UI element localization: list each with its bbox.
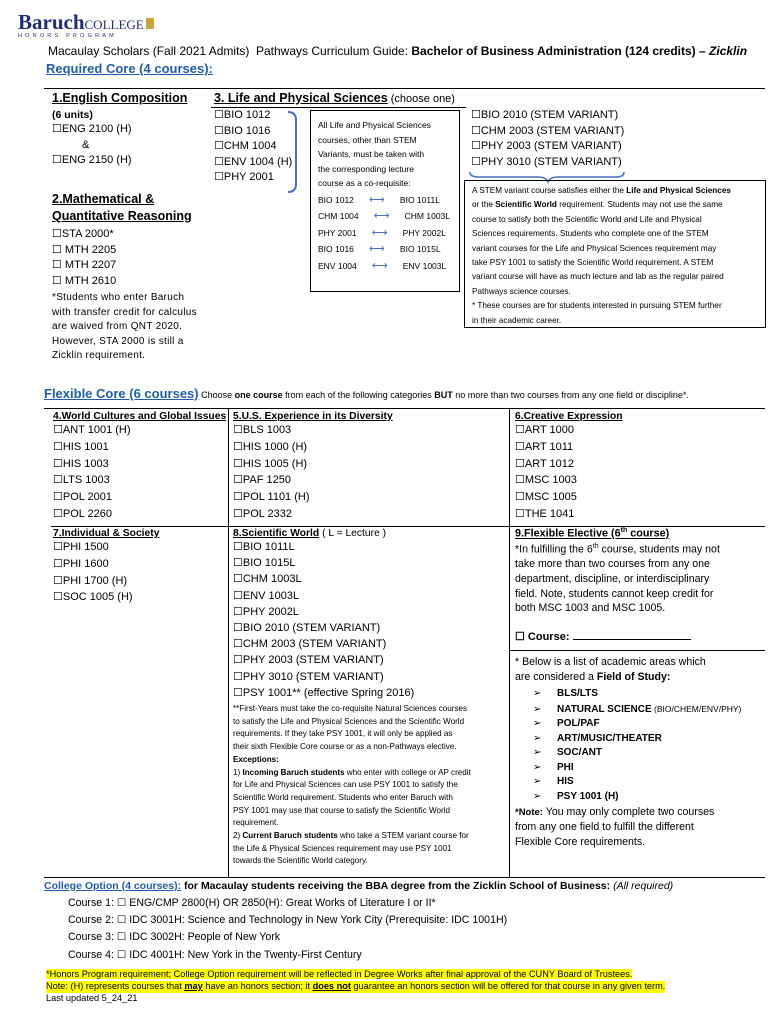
checkbox-env-1004[interactable]: ☐ENV 1004 (H) <box>214 155 293 168</box>
checkbox-phi-1700[interactable]: ☐PHI 1700 (H) <box>53 574 128 587</box>
stem-note-box: A STEM variant course satisfies either the Life and Physical Sciences or the Scientific World requirement. Students may not use the same course to satisfy both the Scientific World and Life and Physical Sciences requirements. Students who complete one of the STEM variant courses for the Life and Physical Sciences requirement may take PSY 1001 to satisfy the Scientific World requirement. A STEM variant course will have as much lecture and lab as the regular paired Pathways science courses. * These courses are for students interested in pursuing STEM further in their academic career. <box>464 180 766 328</box>
guide-title <box>256 44 747 58</box>
baruch-logo <box>18 10 154 39</box>
checkbox-his-1005[interactable]: ☐HIS 1005 (H) <box>233 457 308 470</box>
honors-note: *Honors Program requirement; College Option requirement will be reflected in Degree Works after final approval of the CUNY Board of Trustees. <box>46 969 633 979</box>
checkbox-phi-1600[interactable]: ☐PHI 1600 <box>53 557 109 570</box>
checkbox-bio-1011l[interactable]: ☐BIO 1011L <box>233 541 295 553</box>
choose-one: (choose one) <box>387 93 455 105</box>
checkbox-bio-1012[interactable]: ☐BIO 1012 <box>214 109 271 121</box>
world-cultures-section: 4.World Cultures and Global Issues ☐ANT 1001 (H) ☐HIS 1001 ☐HIS 1003 ☐LTS 1003 ☐POL 2001 ☐POL 2260 <box>53 411 226 523</box>
checkbox-his-1003[interactable]: ☐HIS 1003 <box>53 457 109 470</box>
checkbox-pol-2260[interactable]: ☐POL 2260 <box>53 507 112 520</box>
checkbox-phy-2003[interactable]: ☐PHY 2003 (STEM VARIANT) <box>471 140 622 153</box>
list-item: ➢ PSY 1001 (H) <box>533 790 763 805</box>
fields-section: * Below is a list of academic areas which are considered a Field of Study: ➢ BLS/LTS ➢ NATURAL SCIENCE (BIO/CHEM/ENV/PHY) ➢ POL/PAF ➢ ART/MUSIC/THEATER ➢ SOC/ANT ➢ PHI ➢ HIS ➢ PSY 1001 (H) *Note: You may only complete two courses from any one field to fulfill the different Flexible Core requirements. <box>515 655 763 850</box>
required-core-heading: Required Core (4 courses): <box>46 61 213 76</box>
arrow-bullet-icon: ➢ <box>533 718 542 729</box>
math-title-line2: Quantitative Reasoning <box>52 209 192 223</box>
checkbox-art-1012[interactable]: ☐ART 1012 <box>515 457 574 470</box>
double-arrow-icon: ⟷ <box>371 226 388 239</box>
arrow-bullet-icon: ➢ <box>533 747 542 758</box>
flexible-core-heading: Flexible Core (6 courses) Choose one course from each of the following categories BUT no more than two courses from any one field or discipline*. <box>44 386 689 401</box>
checkbox-bio-2010-sw[interactable]: ☐BIO 2010 (STEM VARIANT) <box>233 622 381 635</box>
checkbox-paf-1250[interactable]: ☐PAF 1250 <box>233 474 291 487</box>
checkbox-lts-1003[interactable]: ☐LTS 1003 <box>53 474 110 487</box>
h-note: Note: (H) represents courses that may have an honors section; it does not guarantee an honors section will be offered for that course in any given term. <box>46 980 666 991</box>
checkbox-mth-2207[interactable]: ☐ MTH 2207 <box>52 259 117 272</box>
life-sciences-title: 3. Life and Physical Sciences (choose one) <box>214 91 455 105</box>
checkbox-college-course-2[interactable]: Course 2: ☐ IDC 3001H: Science and Technology in New York City (Prerequisite: IDC 1001H) <box>68 914 508 927</box>
checkbox-psy-1001[interactable]: ☐PSY 1001** (effective Spring 2016) <box>233 686 415 699</box>
checkbox-pol-1101[interactable]: ☐POL 1101 (H) <box>233 491 310 504</box>
checkbox-bio-1015l[interactable]: ☐BIO 1015L <box>233 557 296 570</box>
checkbox-bls-1003[interactable]: ☐BLS 1003 <box>233 424 292 436</box>
math-section <box>52 191 197 364</box>
checkbox-college-course-3[interactable]: Course 3: ☐ IDC 3002H: People of New York <box>68 931 281 944</box>
life-sciences-courses <box>214 108 292 186</box>
footer-notes <box>46 969 665 1004</box>
bracket-icon <box>286 110 304 194</box>
english-units: (6 units) <box>52 109 93 121</box>
checkbox-eng-2100[interactable]: ☐ENG 2100 (H) <box>52 123 132 135</box>
coreq-box: All Life and Physical Sciences courses, other than STEM Variants, must be taken with the corresponding lecture course as a co-requisite: BIO 1012 ⟷ BIO 1011L CHM 1004 ⟷ CHM 1003L PHY 2001 ⟷ PHY 2002L BIO 1016 ⟷ BIO 1015L ENV 1004 ⟷ ENV 1003L <box>310 110 460 292</box>
checkbox-the-1041[interactable]: ☐THE 1041 <box>515 507 575 520</box>
checkbox-chm-2003-sw[interactable]: ☐CHM 2003 (STEM VARIANT) <box>233 638 387 651</box>
fields-list <box>533 687 763 804</box>
checkbox-mth-2610[interactable]: ☐ MTH 2610 <box>52 274 117 287</box>
checkbox-bio-2010[interactable]: ☐BIO 2010 (STEM VARIANT) <box>471 109 619 121</box>
checkbox-bio-1016[interactable]: ☐BIO 1016 <box>214 124 271 137</box>
coreq-pair: CHM 1004 ⟷ CHM 1003L <box>318 208 459 225</box>
checkbox-his-1001[interactable]: ☐HIS 1001 <box>53 440 109 453</box>
last-updated: Last updated 5_24_21 <box>46 992 138 1003</box>
checkbox-pol-2332[interactable]: ☐POL 2332 <box>233 507 292 520</box>
individual-section: 7.Individual & Society ☐PHI 1500 ☐PHI 1600 ☐PHI 1700 (H) ☐SOC 1005 (H) <box>53 528 159 606</box>
checkbox-phy-3010-sw[interactable]: ☐PHY 3010 (STEM VARIANT) <box>233 670 384 683</box>
guide-prefix: Pathways Curriculum Guide: <box>256 44 412 58</box>
checkbox-chm-2003[interactable]: ☐CHM 2003 (STEM VARIANT) <box>471 124 625 137</box>
creative-section: 6.Creative Expression ☐ART 1000 ☐ART 1011 ☐ART 1012 ☐MSC 1003 ☐MSC 1005 ☐THE 1041 <box>515 411 623 523</box>
arrow-bullet-icon: ➢ <box>533 790 542 802</box>
checkbox-sta-2000[interactable]: ☐STA 2000* <box>52 228 114 240</box>
checkbox-college-course-4[interactable]: Course 4: ☐ IDC 4001H: New York in the Twenty-First Century <box>68 948 362 961</box>
guide-school: Zicklin <box>709 44 748 58</box>
list-item: ➢ SOC/ANT <box>533 746 763 761</box>
english-title: 1.English Composition <box>52 91 188 105</box>
double-arrow-icon: ⟷ <box>369 193 385 206</box>
coreq-pair: ENV 1004 ⟷ ENV 1003L <box>318 258 459 275</box>
list-item: ➢ HIS <box>533 775 763 790</box>
checkbox-art-1011[interactable]: ☐ART 1011 <box>515 440 574 453</box>
checkbox-phy-2002l[interactable]: ☐PHY 2002L <box>233 605 299 618</box>
program-label: Macaulay Scholars (Fall 2021 Admits) <box>48 44 250 58</box>
elective-divider <box>510 650 765 651</box>
checkbox-college-course-1[interactable]: Course 1: ☐ ENG/CMP 2800(H) OR 2850(H): Great Works of Literature I or II* <box>68 897 436 909</box>
logo-college: COLLEGE <box>84 17 144 32</box>
college-option-courses <box>68 895 507 964</box>
guide-degree: Bachelor of Business Administration (124 credits) – <box>411 44 710 58</box>
elective-course-field[interactable]: ☐ Course: <box>515 629 763 643</box>
scientific-section: 8.Scientific World ( L = Lecture ) ☐BIO 1011L ☐BIO 1015L ☐CHM 1003L ☐ENV 1003L ☐PHY 2002L ☐BIO 2010 (STEM VARIANT) ☐CHM 2003 (STEM VARIANT) ☐PHY 2003 (STEM VARIANT) ☐PHY 3010 (STEM VARIANT) ☐PSY 1001** (effective Spring 2016) **First-Years must take the co-requisite Natural Sciences courses to satisfy the Life and Physical Sciences and the Scientific World requirements. If they take PSY 1001, it will only be applied as their sixth Flexible Core course or as a non-Pathways elective. Exceptions: 1) Incoming Baruch students who enter with college or AP credit for Life and Physical Sciences can use PSY 1001 to satisfy the Scientific World requirement. Students who enter Baruch with PSY 1001 may use that course to satisfy the Scientific World requirement. 2) Current Baruch students who take a STEM variant course for the Life & Physical Sciences requirement may use PSY 1001 towards the Scientific World category. <box>233 528 471 868</box>
list-item: ➢ BLS/LTS <box>533 687 763 702</box>
checkbox-phy-2003-sw[interactable]: ☐PHY 2003 (STEM VARIANT) <box>233 654 384 667</box>
checkbox-eng-2150[interactable]: ☐ENG 2150 (H) <box>52 154 132 167</box>
checkbox-mth-2205[interactable]: ☐ MTH 2205 <box>52 243 117 256</box>
checkbox-pol-2001[interactable]: ☐POL 2001 <box>53 491 112 504</box>
checkbox-ant-1001[interactable]: ☐ANT 1001 (H) <box>53 424 131 436</box>
checkbox-msc-1005[interactable]: ☐MSC 1005 <box>515 491 577 504</box>
arrow-bullet-icon: ➢ <box>533 732 542 744</box>
logo-main: Baruch <box>18 10 85 34</box>
coreq-pair: PHY 2001 ⟷ PHY 2002L <box>318 225 459 242</box>
checkbox-art-1000[interactable]: ☐ART 1000 <box>515 424 574 436</box>
scientific-note: **First-Years must take the co-requisite Natural Sciences courses to satisfy the Life and Physical Sciences and the Scientific World requirements. If they take PSY 1001, it will only be applied as their sixth Flexible Core course or as a non-Pathways elective. Exceptions: 1) Incoming Baruch students who enter with college or AP credit for Life and Physical Sciences can use PSY 1001 to satisfy the Scientific World requirement. Students who enter Baruch with PSY 1001 may use that course to satisfy the Scientific World requirement. 2) Current Baruch students who take a STEM variant course for the Life & Physical Sciences requirement may use PSY 1001 towards the Scientific World category. <box>233 704 471 866</box>
double-arrow-icon: ⟷ <box>373 210 390 222</box>
list-item: ➢ PHI <box>533 761 763 776</box>
checkbox-his-1000[interactable]: ☐HIS 1000 (H) <box>233 440 308 453</box>
flex-rule-top <box>44 408 765 409</box>
checkbox-phy-3010[interactable]: ☐PHY 3010 (STEM VARIANT) <box>471 155 622 168</box>
double-arrow-icon: ⟷ <box>369 243 385 255</box>
and-connector: & <box>82 138 90 151</box>
math-title-line1: 2.Mathematical & <box>52 192 155 206</box>
checkbox-msc-1003[interactable]: ☐MSC 1003 <box>515 474 577 487</box>
coreq-pair: BIO 1016 ⟷ BIO 1015L <box>318 241 459 258</box>
us-experience-section: 5.U.S. Experience in its Diversity ☐BLS 1003 ☐HIS 1000 (H) ☐HIS 1005 (H) ☐PAF 1250 ☐POL 1101 (H) ☐POL 2332 <box>233 411 393 523</box>
arrow-bullet-icon: ➢ <box>533 776 542 787</box>
college-option-heading: College Option (4 courses): for Macaulay students receiving the BBA degree from the Zicklin School of Business: (All required) <box>44 880 674 892</box>
checkbox-chm-1004[interactable]: ☐CHM 1004 <box>214 140 277 153</box>
required-core-rule <box>44 88 765 89</box>
arrow-bullet-icon: ➢ <box>533 703 542 715</box>
english-section <box>52 91 187 169</box>
checkbox-phy-2001[interactable]: ☐PHY 2001 <box>214 171 274 184</box>
arrow-bullet-icon: ➢ <box>533 688 542 699</box>
arrow-bullet-icon: ➢ <box>533 761 542 773</box>
checkbox-chm-1003l[interactable]: ☐CHM 1003L <box>233 573 302 586</box>
flex-vline-2 <box>509 409 510 877</box>
math-note: *Students who enter Baruch with transfer credit for calculus are waived from QNT 2020. However, STA 2000 is still a Zicklin requirement. <box>52 292 197 362</box>
course-blank-line[interactable] <box>573 629 691 640</box>
stem-courses <box>471 108 624 170</box>
list-item: ➢ NATURAL SCIENCE (BIO/CHEM/ENV/PHY) <box>533 702 763 718</box>
flex-vline-1 <box>228 409 229 877</box>
elective-section: 9.Flexible Elective (6th course) *In fulfilling the 6th course, students may not take more than two courses from any one department, discipline, or interdisciplinary field. Note, students cannot keep credit for both MSC 1003 and MSC 1005. ☐ Course: <box>515 527 763 643</box>
checkbox-env-1003l[interactable]: ☐ENV 1003L <box>233 589 300 602</box>
checkbox-soc-1005[interactable]: ☐SOC 1005 (H) <box>53 591 133 604</box>
elective-title: 9.Flexible Elective (6th course) <box>515 527 670 540</box>
logo-seal-icon <box>146 18 154 29</box>
list-item: ➢ ART/MUSIC/THEATER <box>533 732 763 747</box>
logo-sub: HONORS PROGRAM <box>18 33 117 39</box>
double-arrow-icon: ⟷ <box>371 259 388 272</box>
checkbox-phi-1500[interactable]: ☐PHI 1500 <box>53 541 109 553</box>
coreq-pair: BIO 1012 ⟷ BIO 1011L <box>318 192 459 209</box>
flex-rule-bottom <box>44 877 765 878</box>
list-item: ➢ POL/PAF <box>533 717 763 732</box>
